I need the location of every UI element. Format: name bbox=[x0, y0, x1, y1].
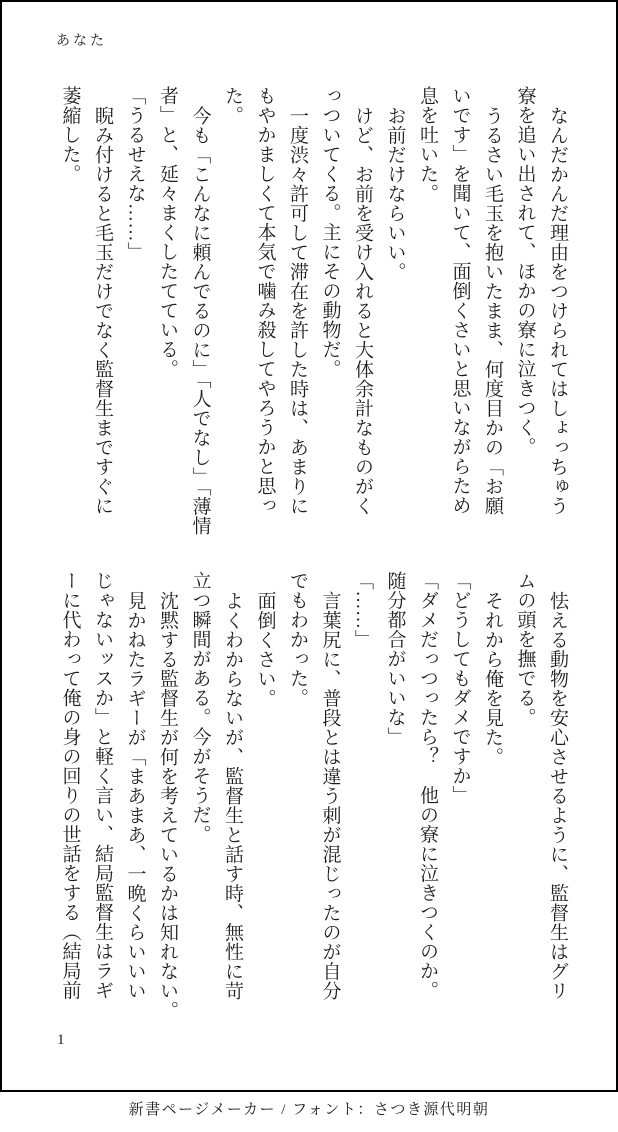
text-line: 睨み付けると毛玉だけでなく監督生まですぐに bbox=[92, 106, 113, 516]
text-line: 「どうしてもダメですか」 bbox=[449, 571, 471, 805]
text-line: 寮を追い出されて、ほかの寮に泣きつく。 bbox=[514, 86, 536, 457]
text-line: うるさい毛玉を抱いたまま、何度目かの「お願 bbox=[482, 106, 503, 516]
text-line: 者」と、延々まくしたてている。 bbox=[157, 86, 178, 379]
page-header-title: あなた bbox=[56, 34, 107, 49]
text-line: 今も「こんなに頼んでるのに」「人でなし」「薄情 bbox=[189, 106, 211, 536]
text-line: 立つ瞬間がある。今がそうだ。 bbox=[189, 571, 211, 844]
text-line: た。 bbox=[222, 86, 243, 125]
text-line: ーに代わって俺の身の回りの世話をする（結局前 bbox=[59, 571, 81, 1000]
page-number: 1 bbox=[57, 1032, 65, 1048]
text-line: 言葉尻に、普段とは違う刺が混じったのが自分 bbox=[319, 591, 341, 1001]
text-line: 見かねたラギーが「まあまあ、一晩くらいいい bbox=[124, 591, 146, 1001]
text-line: いです」を聞いて、面倒くさいと思いながらため bbox=[449, 86, 471, 515]
text-line: 怯える動物を安心させるように、監督生はグリ bbox=[547, 591, 568, 1001]
text-line: 随分都合がいいな」 bbox=[384, 571, 406, 747]
text-line: じゃないッスか」と軽く言い、結局監督生はラギ bbox=[92, 571, 113, 1000]
text-line: 息を吐いた。 bbox=[417, 86, 438, 203]
text-line: 「ダメだっつったら？ 他の寮に泣きつくのか。 bbox=[417, 571, 438, 1000]
text-block-top bbox=[53, 86, 573, 536]
text-line: 「……」 bbox=[352, 571, 373, 649]
text-line: 面倒くさい。 bbox=[254, 591, 276, 708]
text-line: よくわからないが、監督生と話す時、無性に苛 bbox=[222, 591, 243, 1001]
text-line: それから俺を見た。 bbox=[482, 591, 503, 767]
text-line: 一度渋々許可して滞在を許した時は、あまりに bbox=[287, 106, 308, 516]
text-block-bottom bbox=[53, 571, 573, 1023]
text-line: 沈黙する監督生が何を考えているかは知れない。 bbox=[157, 591, 178, 1020]
footer-caption: 新書ページメーカー / フォント：さつき源代明朝 bbox=[128, 1102, 490, 1118]
text-line: でもわかった。 bbox=[287, 571, 308, 708]
text-line: なんだかんだ理由をつけられてはしょっちゅう bbox=[547, 106, 568, 516]
text-line: もやかましくて本気で噛み殺してやろうかと思っ bbox=[254, 86, 276, 515]
text-line: 「うるせえな……」 bbox=[124, 86, 146, 262]
text-line: っついてくる。主にその動物だ。 bbox=[319, 86, 341, 379]
text-line: けど、お前を受け入れると大体余計なものがく bbox=[352, 106, 373, 516]
text-line: 萎縮した。 bbox=[59, 86, 81, 184]
text-line: お前だけならいい。 bbox=[384, 106, 406, 282]
text-line: ムの頭を撫でる。 bbox=[514, 571, 536, 727]
